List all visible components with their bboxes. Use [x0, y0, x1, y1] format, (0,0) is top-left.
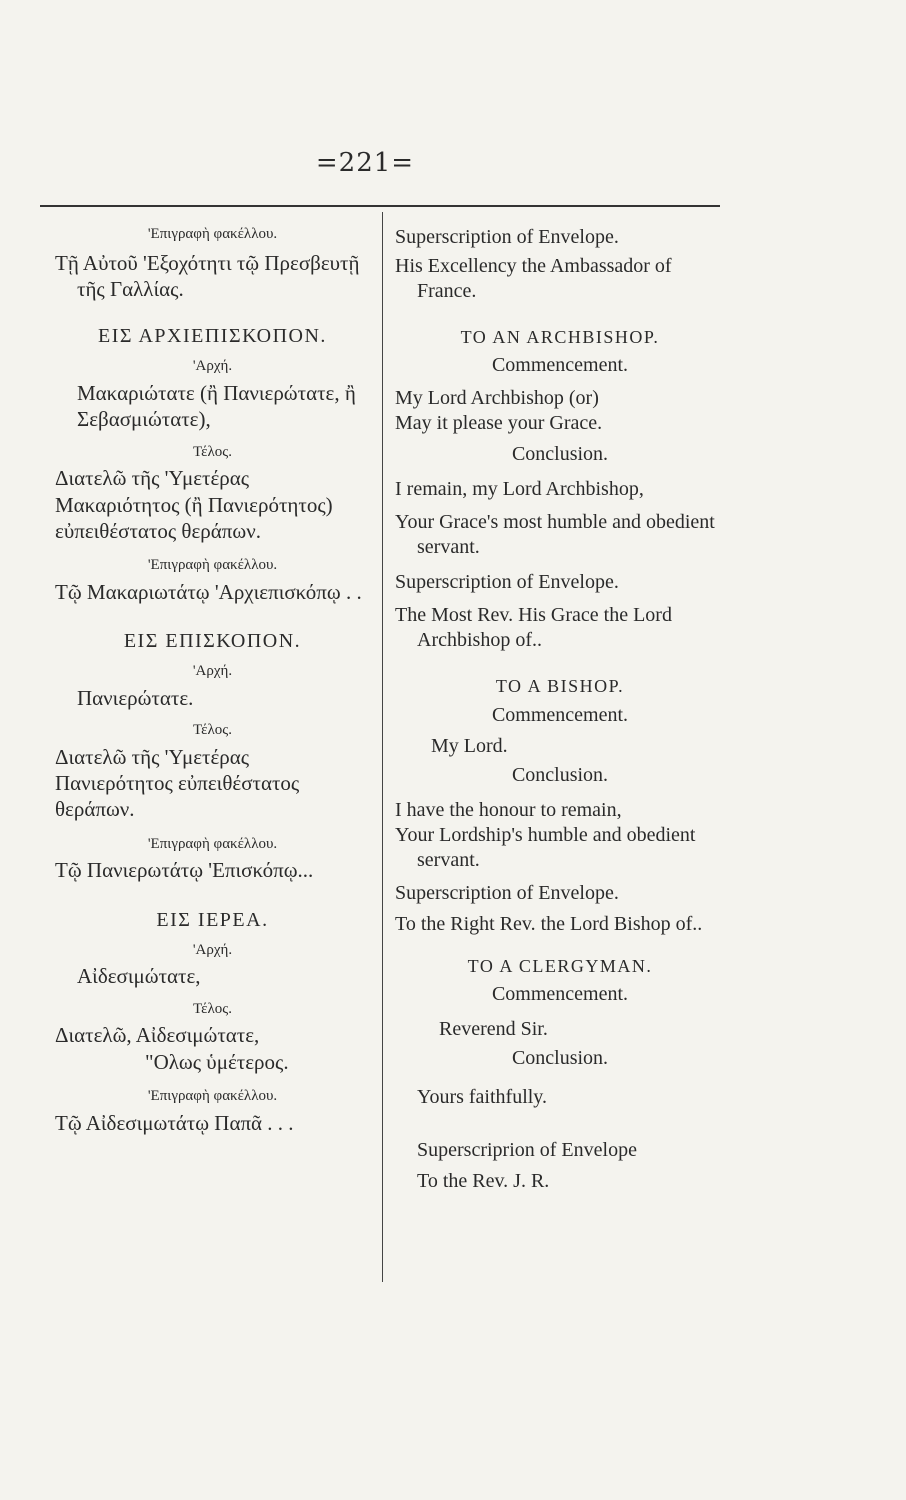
greek-commencement-label-2: 'Αρχή. [192, 663, 233, 679]
greek-commencement-text-2: Πανιερώτατε. [77, 685, 194, 710]
english-envelope-text-3: To the Right Rev. the Lord Bishop of.. [395, 913, 703, 935]
greek-heading-bishop: ΕΙΣ ΕΠΙΣΚΟΠΟΝ. [123, 630, 302, 652]
greek-conclusion-text-2: Διατελῶ τῆς 'Υμετέρας Πανιερότητος εὐπειθέστατος θεράπων. [55, 744, 300, 822]
greek-commencement-text [55, 380, 370, 433]
greek-commencement-label: 'Αρχή. [192, 358, 233, 375]
english-conclusion-text-2a: I have the honour to remain, [395, 799, 622, 821]
page-number: =221= [315, 148, 415, 178]
greek-commencement-text-3: Αἰδεσιμώτατε, [77, 964, 201, 989]
english-envelope-text: His Excellency the Ambassador of France. [395, 255, 672, 302]
column-divider [382, 212, 383, 1282]
greek-conclusion-label: Τέλος. [193, 443, 232, 460]
greek-column [55, 225, 370, 1136]
english-heading-bishop: TO A BISHOP. [495, 675, 625, 696]
english-conclusion-text-2b: Your Lordship's humble and obedient servant. [395, 824, 696, 871]
english-conclusion-text-3: Yours faithfully. [417, 1085, 548, 1108]
english-commencement-line-2: May it please your Grace. [395, 411, 603, 434]
greek-envelope-label-4: 'Επιγραφὴ φακέλλου. [147, 1087, 278, 1104]
english-commencement-text-3: Reverend Sir. [439, 1017, 548, 1040]
english-envelope-text-4: To the Rev. J. R. [417, 1169, 550, 1192]
english-commencement-label-2: Commencement. [491, 704, 629, 726]
greek-envelope-text-2: Τῷ Μακαριωτάτῳ 'Αρχιεπισκόπῳ . . [55, 579, 362, 604]
english-column [395, 225, 725, 1194]
english-commencement-label-3: Commencement. [491, 982, 629, 1005]
english-conclusion-text-1: I remain, my Lord Archbishop, [395, 477, 644, 500]
english-conclusion-label: Conclusion. [511, 442, 609, 465]
english-conclusion-text-2: Your Grace's most humble and obedient servant. [395, 510, 715, 558]
english-envelope-label: Superscription of Envelope. [395, 226, 619, 248]
english-envelope-label-2: Superscription of Envelope. [395, 570, 619, 593]
greek-conclusion-text: Διατελῶ τῆς 'Υμετέρας Μακαριότητος (ἢ Πανιερότητος) εὐπειθέστατος θεράπων. [55, 466, 333, 543]
top-rule [40, 205, 720, 207]
greek-conclusion-text-3b: "Ολως ὑμέτερος. [145, 1049, 289, 1074]
greek-envelope-label-2: 'Επιγραφὴ φακέλλου. [147, 557, 278, 573]
english-commencement-text-2: My Lord. [431, 735, 508, 757]
english-conclusion-label-2: Conclusion. [511, 764, 609, 786]
english-envelope-text-2: The Most Rev. His Grace the Lord Archbishop of.. [395, 603, 672, 651]
greek-conclusion-label-2: Τέλος. [193, 722, 232, 738]
greek-commencement-span: Μακαριώτατε (ἢ Πανιερώτατε, ἢ Σεβασμιώτατε), [77, 381, 356, 432]
english-commencement-line-1: My Lord Archbishop (or) [395, 386, 599, 409]
greek-envelope-text: Τῇ Αὐτοῦ 'Εξοχότητι τῷ Πρεσβευτῇ τῆς Γαλλίας. [55, 250, 360, 301]
greek-envelope-label: 'Επιγραφὴ φακέλλου. [147, 226, 278, 242]
greek-conclusion-text-3a: Διατελῶ, Αἰδεσιμώτατε, [55, 1023, 260, 1048]
greek-heading-archbishop: ΕΙΣ ΑΡΧΙΕΠΙΣΚΟΠΟΝ. [98, 325, 327, 348]
greek-envelope-text-3: Τῷ Πανιερωτάτῳ 'Επισκόπῳ... [55, 858, 314, 883]
greek-envelope-text-4: Τῷ Αἰδεσιμωτάτῳ Παπᾶ . . . [55, 1110, 294, 1135]
english-heading-clergyman: TO A CLERGYMAN. [467, 956, 653, 976]
english-envelope-label-4: Superscriprion of Envelope [417, 1138, 637, 1161]
english-commencement-label: Commencement. [491, 353, 629, 376]
english-heading-archbishop: TO AN ARCHBISHOP. [460, 327, 660, 347]
english-envelope-label-3: Superscription of Envelope. [395, 882, 619, 904]
greek-conclusion-label-3: Τέλος. [193, 1000, 232, 1017]
english-conclusion-label-3: Conclusion. [511, 1046, 609, 1069]
greek-envelope-label-3: 'Επιγραφὴ φακέλλου. [147, 835, 278, 852]
greek-commencement-label-3: 'Αρχή. [192, 941, 233, 958]
greek-heading-priest: ΕΙΣ ΙΕΡΕΑ. [156, 908, 269, 931]
